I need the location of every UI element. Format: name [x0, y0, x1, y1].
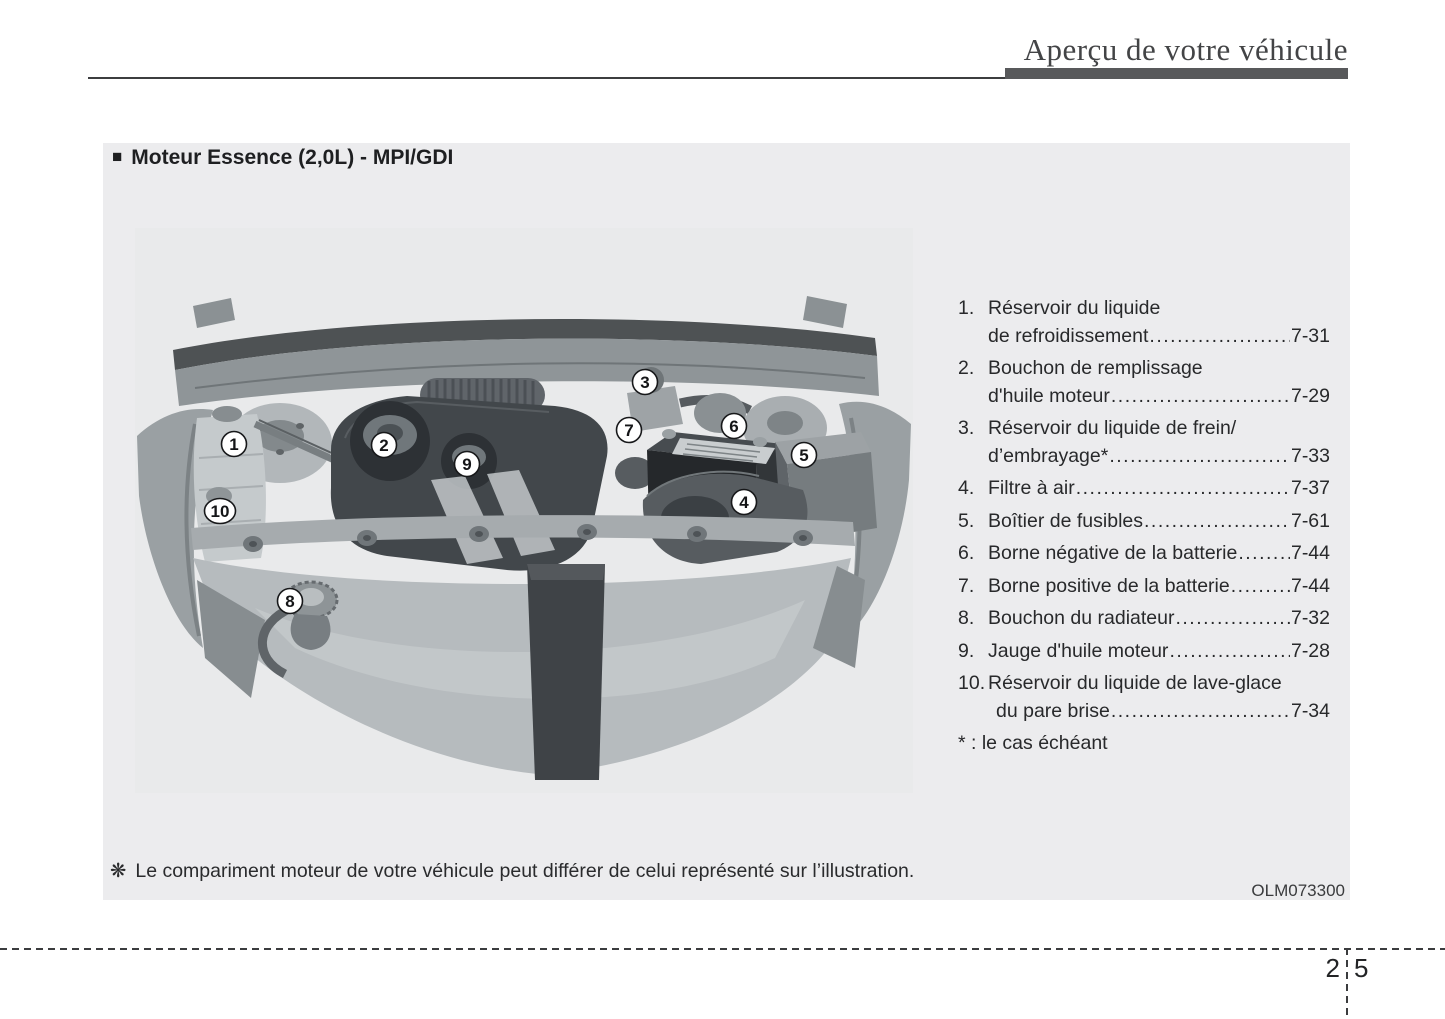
- legend-item-number: 10.: [958, 672, 986, 694]
- callout-2: [372, 433, 397, 458]
- legend-item-label: d’embrayage*: [988, 444, 1109, 467]
- callout-3: [633, 370, 658, 395]
- svg-text:2: 2: [379, 436, 389, 455]
- footer-page-number: 5: [1354, 953, 1369, 983]
- legend-item-label: Boîtier de fusibles: [988, 509, 1144, 532]
- dot-leader: [1109, 443, 1290, 471]
- note: [110, 859, 914, 883]
- legend-item-label: Réservoir du liquide: [988, 297, 1161, 319]
- legend-item-page-ref: 7-28: [1290, 639, 1330, 662]
- dot-leader: [1175, 605, 1290, 633]
- dot-leader: [1076, 475, 1290, 503]
- legend-item-page-ref: 7-34: [1290, 699, 1330, 722]
- legend-item-page-ref: 7-37: [1290, 477, 1330, 499]
- legend-item: [958, 475, 1330, 503]
- legend-item-label: Borne négative de la batterie: [988, 542, 1238, 564]
- legend-item-page-ref: 7-61: [1290, 509, 1330, 532]
- dot-leader: [1238, 540, 1290, 568]
- legend-item: [958, 670, 1330, 725]
- legend-item-label: Bouchon de remplissage: [988, 357, 1203, 379]
- svg-text:6: 6: [729, 417, 739, 436]
- dot-leader: [1169, 638, 1290, 666]
- legend-item-number: 2.: [958, 357, 975, 379]
- legend-item-number: 9.: [958, 639, 975, 662]
- legend-item-label: Réservoir du liquide de lave-glace: [988, 672, 1282, 694]
- legend-item-label: Bouchon du radiateur: [988, 607, 1175, 629]
- svg-text:10: 10: [210, 502, 230, 521]
- legend-item-label: du pare brise: [996, 699, 1110, 722]
- footer-dashed-rule: [0, 948, 1445, 950]
- legend-item-number: 4.: [958, 477, 975, 499]
- svg-text:8: 8: [285, 592, 295, 611]
- callout-5: [792, 443, 817, 468]
- svg-text:7: 7: [624, 421, 634, 440]
- legend-item-page-ref: 7-44: [1290, 574, 1330, 597]
- svg-text:5: 5: [799, 446, 809, 465]
- engine-illustration: [135, 228, 913, 793]
- legend-item-label: d'huile moteur: [988, 384, 1110, 407]
- legend-item-label: Jauge d'huile moteur: [988, 639, 1169, 662]
- note-text: Le compariment moteur de votre véhicule peut différer de celui représenté sur l’illustration.: [135, 860, 915, 882]
- legend-item: [958, 605, 1330, 633]
- footer-vertical-rule: [1346, 948, 1348, 1019]
- legend-item-number: 7.: [958, 574, 975, 597]
- callout-9: [455, 452, 480, 477]
- footer-chapter-number: 2: [1325, 953, 1340, 983]
- section-heading-text: Moteur Essence (2,0L) - MPI/GDI: [131, 146, 454, 169]
- callout-4: [732, 490, 757, 515]
- svg-text:3: 3: [640, 373, 650, 392]
- legend-item-label: Réservoir du liquide de frein/: [988, 417, 1237, 439]
- legend-item: [958, 355, 1330, 410]
- legend-item: [958, 573, 1330, 601]
- dot-leader: [1149, 323, 1290, 351]
- legend-item-page-ref: 7-33: [1290, 444, 1330, 467]
- header-bar: [1005, 68, 1348, 79]
- svg-text:1: 1: [229, 435, 239, 454]
- svg-text:4: 4: [739, 493, 749, 512]
- legend-item-page-ref: 7-31: [1290, 324, 1330, 347]
- legend-footnote: * : le cas échéant: [958, 732, 1108, 754]
- engine-illustration-svg: [135, 228, 913, 793]
- legend-item-label: Borne positive de la batterie: [988, 574, 1230, 597]
- legend-item: [958, 508, 1330, 536]
- dot-leader: [1111, 383, 1290, 411]
- legend-item-number: 3.: [958, 417, 975, 439]
- callout-7: [617, 418, 642, 443]
- legend-item: [958, 540, 1330, 568]
- legend-item: [958, 415, 1330, 470]
- legend-item-label: de refroidissement: [988, 324, 1149, 347]
- callout-8: [278, 589, 303, 614]
- legend-item-number: 6.: [958, 542, 975, 564]
- legend-item-number: 1.: [958, 297, 975, 319]
- callout-10: [205, 499, 236, 524]
- legend-item: [958, 638, 1330, 666]
- legend-item-page-ref: 7-44: [1290, 542, 1330, 564]
- legend-item-number: 8.: [958, 607, 975, 629]
- legend-item-page-ref: 7-29: [1290, 384, 1330, 407]
- dot-leader: [1144, 508, 1290, 536]
- legend-list: [958, 295, 1330, 725]
- legend-item: [958, 295, 1330, 350]
- legend-item-label: Filtre à air: [988, 477, 1075, 499]
- callout-6: [722, 414, 747, 439]
- section-heading: [112, 146, 453, 170]
- legend-item-number: 5.: [958, 509, 975, 532]
- svg-text:9: 9: [462, 455, 472, 474]
- page-title: Aperçu de votre véhicule: [1023, 32, 1348, 67]
- callout-1: [222, 432, 247, 457]
- asterisk-flower-icon: ❋: [110, 860, 127, 882]
- dot-leader: [1111, 698, 1290, 726]
- image-code: OLM073300: [1251, 881, 1345, 900]
- legend-item-page-ref: 7-32: [1290, 607, 1330, 629]
- legend: [958, 295, 1330, 758]
- dot-leader: [1231, 573, 1290, 601]
- square-bullet-icon: ■: [112, 147, 123, 166]
